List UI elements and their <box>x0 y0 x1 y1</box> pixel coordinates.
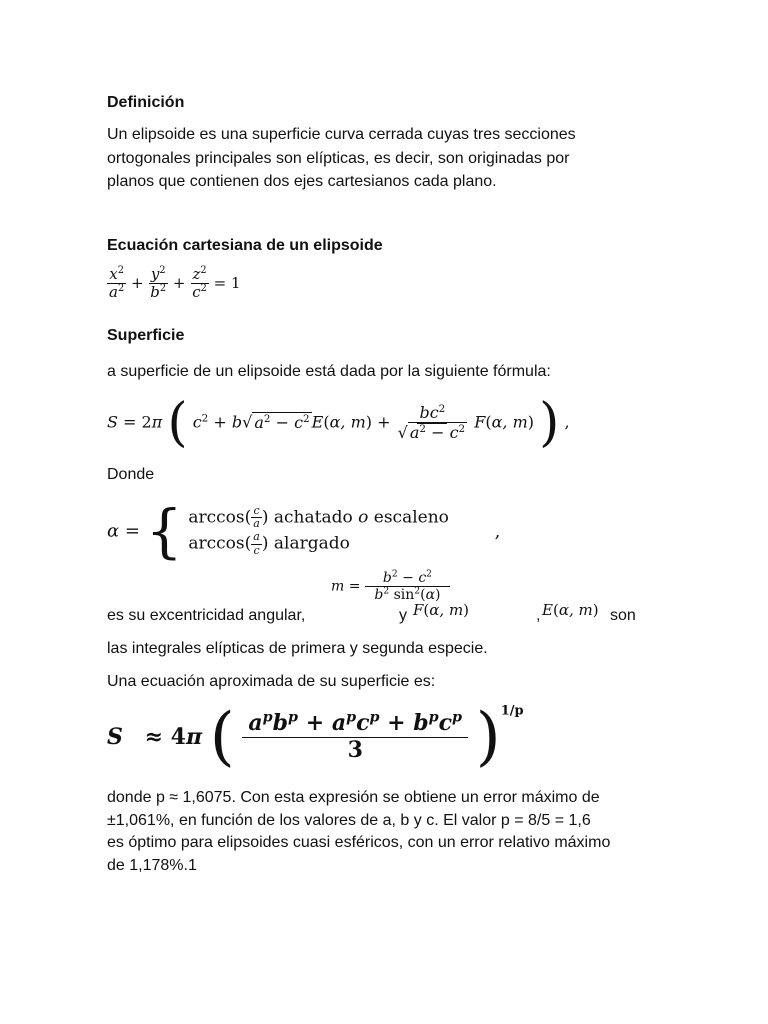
paragraph-definicion <box>107 123 576 194</box>
heading-superficie: Superficie <box>107 327 185 344</box>
case-alargado: alargado <box>273 533 350 554</box>
heading-definicion: Definición <box>107 94 185 111</box>
text-line: Un elipsoide es una superficie curva cerrada cuyas tres secciones <box>107 126 576 143</box>
formula-cartesian: $\frac{x^2}{a^2}$ + $\frac{y^2}{b^2}$ + $\frac{z^2}{c^2}$ = 1 <box>109 265 241 302</box>
case-o: o <box>358 507 369 528</box>
text-donde: Donde <box>107 466 155 483</box>
text-excentricidad: es su excentricidad angular, <box>107 607 306 624</box>
text-line: de 1,178%.1 <box>107 856 197 874</box>
text-line: es óptimo para elipsoides cuasi esféricos, con un error relativo máximo <box>107 834 611 851</box>
text-y: y <box>399 607 407 624</box>
paragraph-superficie: a superficie de un elipsoide está dada por la siguiente fórmula: <box>107 363 551 380</box>
text-line: ortogonales principales son elípticas, es decir, son originadas por <box>107 149 570 167</box>
formula-F: F(α, m) <box>413 601 470 619</box>
arccos-label: arccos <box>188 507 245 528</box>
formula-surface: S = 2π ( $c^2 + b√$ $a^2 - c^2$ E(α, m) + $\frac{bc^2}{√ a^2 - c^2}$ F(α, m) ) , <box>107 393 570 453</box>
formula-approx: S ≈ 4π ( $\frac{a^pb^p + a^pc^p + b^pc^p}{3}$ )$^{1/p}$ <box>107 700 524 774</box>
formula-m: m = $\frac{b^2 - c^2}{b^2 \sin^2(\alpha)}$ <box>331 570 450 603</box>
case-achatado: achatado <box>273 507 353 528</box>
text-line: donde p ≈ 1,6075. Con esta expresión se obtiene un error máximo de <box>107 789 600 806</box>
text-aproximada: Una ecuación aproximada de su superficie es: <box>107 673 436 690</box>
approx-exponent: 1/p <box>500 703 524 719</box>
heading-ecuacion: Ecuación cartesiana de un elipsoide <box>107 237 383 254</box>
text-line: planos que contienen dos ejes cartesianos cada plano. <box>107 173 497 190</box>
text-integrales: las integrales elípticas de primera y segunda especie. <box>107 640 488 657</box>
text-comma: , <box>536 607 541 624</box>
formula-alpha: α = { arccos( $\frac{c}{a}$ ) achatado o escaleno arccos( $\frac{a}{c}$ ) alargado , <box>107 497 501 565</box>
formula-E: E(α, m) <box>542 601 599 619</box>
case-escaleno: escaleno <box>373 507 449 528</box>
text-line: ±1,061%, en función de los valores de a, b y c. El valor p = 8/5 = 1,6 <box>107 811 591 829</box>
approx-denominator: 3 <box>347 736 363 763</box>
arccos-label: arccos <box>188 533 245 554</box>
text-son: son <box>610 607 636 624</box>
paragraph-final <box>107 787 610 877</box>
